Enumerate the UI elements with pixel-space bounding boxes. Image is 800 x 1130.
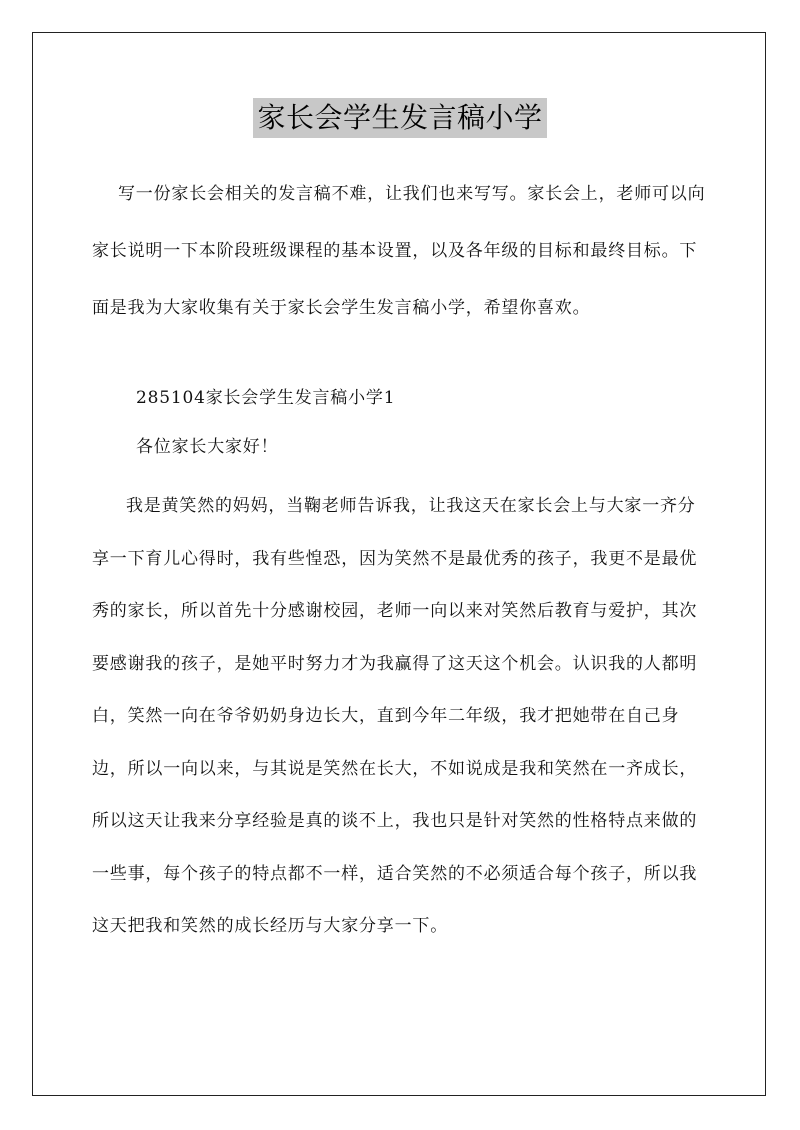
speech-body-paragraph: 我是黄笑然的妈妈，当鞠老师告诉我，让我这天在家长会上与大家一齐分享一下育儿心得时，我有些惶恐，因为笑然不是最优秀的孩子，我更不是最优秀的家长，所以首先十分感谢校园，老师一向以来对笑然后教育与爱护，其次要感谢我的孩子，是她平时努力才为我赢得了这天这个机会。认识我的人都明白，笑然一向在爷爷奶奶身边长大，直到今年二年级，我才把她带在自己身边，所以一向以来，与其说是笑然在长大，不如说成是我和笑然在一齐成长，所以这天让我来分享经验是真的谈不上，我也只是针对笑然的性格特点来做的一些事，每个孩子的特点都不一样，适合笑然的不必须适合每个孩子，所以我这天把我和笑然的成长经历与大家分享一下。 bbox=[92, 496, 698, 936]
section-subheading: 285104家长会学生发言稿小学1 bbox=[136, 388, 396, 408]
intro-paragraph: 写一份家长会相关的发言稿不难，让我们也来写写。家长会上，老师可以向家长说明一下本阶段班级课程的基本设置，以及各年级的目标和最终目标。下面是我为大家收集有关于家长会学生发言稿小学，希望你喜欢。 bbox=[92, 184, 706, 318]
document-title: 家长会学生发言稿小学 bbox=[253, 98, 546, 138]
title-container bbox=[0, 98, 800, 138]
greeting-line: 各位家长大家好！ bbox=[136, 437, 279, 457]
